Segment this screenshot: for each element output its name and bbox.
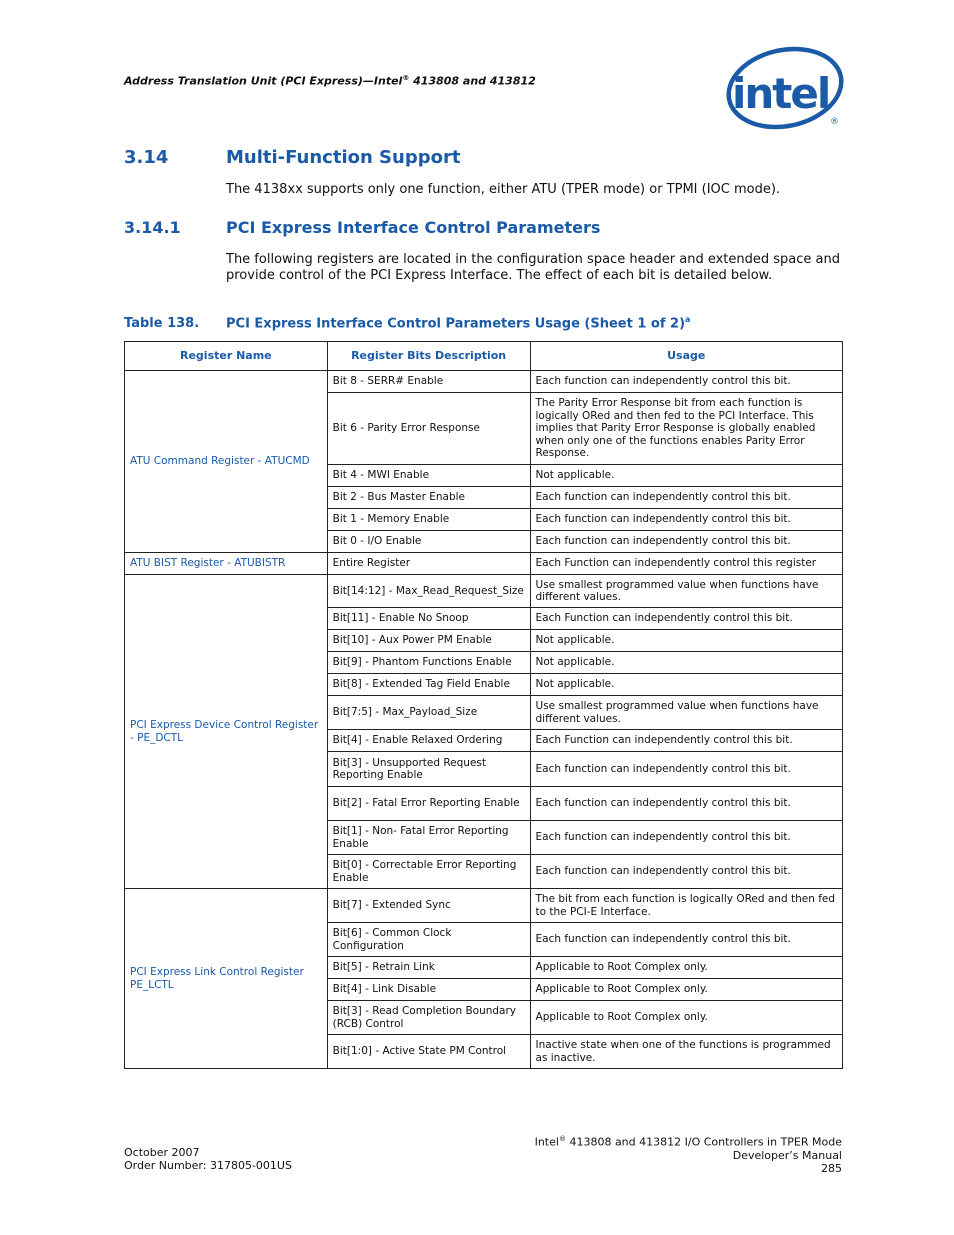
footer-right <box>535 1133 842 1175</box>
parameters-table <box>124 341 843 1069</box>
usage-cell: Inactive state when one of the functions is programmed as inactive. <box>530 1035 842 1069</box>
register-bits-cell: Bit[9] - Phantom Functions Enable <box>327 652 530 674</box>
register-bits-cell: Bit 8 - SERR# Enable <box>327 371 530 393</box>
usage-cell: Each function can independently control this bit. <box>530 752 842 787</box>
register-name-cell: ATU Command Register - ATUCMD <box>125 371 328 553</box>
usage-cell: Each Function can independently control this bit. <box>530 608 842 630</box>
footer-left <box>124 1146 292 1172</box>
register-name-cell: PCI Express Link Control Register PE_LCTL <box>125 889 328 1069</box>
register-bits-cell: Bit[1] - Non- Fatal Error Reporting Enable <box>327 821 530 855</box>
header-register-name: Register Name <box>125 342 328 371</box>
register-bits-cell: Bit[3] - Unsupported Request Reporting Enable <box>327 752 530 787</box>
register-bits-cell: Bit[4] - Enable Relaxed Ordering <box>327 730 530 752</box>
usage-cell: Applicable to Root Complex only. <box>530 979 842 1001</box>
register-bits-cell: Bit 1 - Memory Enable <box>327 509 530 531</box>
running-header: Address Translation Unit (PCI Express)—Intel® 413808 and 413812 <box>124 74 536 88</box>
table-row <box>125 553 843 575</box>
footer-page-number: 285 <box>821 1161 842 1175</box>
register-name-cell: ATU BIST Register - ATUBISTR <box>125 553 328 575</box>
usage-cell: Use smallest programmed value when functions have different values. <box>530 696 842 730</box>
usage-cell: The Parity Error Response bit from each function is logically ORed and then fed to the PCI Interface. This implies that Parity Error Response is globally enabled when only one of the functions enables Parity Error Response. <box>530 393 842 465</box>
usage-cell: Not applicable. <box>530 652 842 674</box>
footer-doc-title: Intel® 413808 and 413812 I/O Controllers in TPER Mode <box>534 1135 842 1149</box>
register-bits-cell: Bit[14:12] - Max_Read_Request_Size <box>327 575 530 608</box>
register-bits-cell: Bit 4 - MWI Enable <box>327 465 530 487</box>
svg-text:®: ® <box>830 117 839 127</box>
usage-cell: The bit from each function is logically ORed and then fed to the PCI-E Interface. <box>530 889 842 923</box>
section-body: The 4138xx supports only one function, either ATU (TPER mode) or TPMI (IOC mode). <box>226 182 781 197</box>
intel-logo <box>724 46 846 130</box>
register-bits-cell: Bit[5] - Retrain Link <box>327 957 530 979</box>
register-bits-cell: Bit[11] - Enable No Snoop <box>327 608 530 630</box>
subsection-heading: 3.14.1 PCI Express Interface Control Parameters <box>124 218 601 237</box>
usage-cell: Each function can independently control this bit. <box>530 509 842 531</box>
register-bits-cell: Bit 2 - Bus Master Enable <box>327 487 530 509</box>
table-caption: Table 138. PCI Express Interface Control Parameters Usage (Sheet 1 of 2)$^a$ <box>124 315 691 332</box>
footer-order-number: Order Number: 317805-001US <box>124 1159 292 1172</box>
usage-cell: Each function can independently control this bit. <box>530 855 842 889</box>
register-bits-cell: Bit[4] - Link Disable <box>327 979 530 1001</box>
header-usage: Usage <box>530 342 842 371</box>
register-bits-cell: Bit 6 - Parity Error Response <box>327 393 530 465</box>
usage-cell: Each Function can independently control this bit. <box>530 730 842 752</box>
table-row <box>125 575 843 608</box>
register-name-cell: PCI Express Device Control Register - PE_DCTL <box>125 575 328 889</box>
usage-cell: Each function can independently control this bit. <box>530 923 842 957</box>
table-row <box>125 889 843 923</box>
usage-cell: Applicable to Root Complex only. <box>530 1001 842 1035</box>
register-bits-cell: Bit[7:5] - Max_Payload_Size <box>327 696 530 730</box>
usage-cell: Each function can independently control this bit. <box>530 821 842 855</box>
register-bits-cell: Bit[1:0] - Active State PM Control <box>327 1035 530 1069</box>
register-bits-cell: Bit[7] - Extended Sync <box>327 889 530 923</box>
register-bits-cell: Bit 0 - I/O Enable <box>327 531 530 553</box>
usage-cell: Each function can independently control this bit. <box>530 531 842 553</box>
usage-cell: Applicable to Root Complex only. <box>530 957 842 979</box>
register-bits-cell: Bit[0] - Correctable Error Reporting Enable <box>327 855 530 889</box>
usage-cell: Not applicable. <box>530 465 842 487</box>
usage-cell: Not applicable. <box>530 674 842 696</box>
usage-cell: Not applicable. <box>530 630 842 652</box>
subsection-body: The following registers are located in the configuration space header and extended space and provide control of the PCI Express Interface. The effect of each bit is detailed below. <box>226 252 841 283</box>
register-bits-cell: Bit[2] - Fatal Error Reporting Enable <box>327 787 530 821</box>
footer-manual: Developer’s Manual <box>732 1148 842 1162</box>
table-header-row <box>125 342 843 371</box>
section-heading: 3.14 Multi-Function Support <box>124 147 461 168</box>
register-bits-cell: Entire Register <box>327 553 530 575</box>
header-register-bits: Register Bits Description <box>327 342 530 371</box>
table-row <box>125 371 843 393</box>
usage-cell: Each function can independently control this bit. <box>530 487 842 509</box>
register-bits-cell: Bit[6] - Common Clock Configuration <box>327 923 530 957</box>
register-bits-cell: Bit[3] - Read Completion Boundary (RCB) Control <box>327 1001 530 1035</box>
footer-date: October 2007 <box>124 1146 200 1159</box>
usage-cell: Each function can independently control this bit. <box>530 787 842 821</box>
usage-cell: Use smallest programmed value when functions have different values. <box>530 575 842 608</box>
register-bits-cell: Bit[10] - Aux Power PM Enable <box>327 630 530 652</box>
svg-text:intel: intel <box>732 69 830 118</box>
register-bits-cell: Bit[8] - Extended Tag Field Enable <box>327 674 530 696</box>
usage-cell: Each Function can independently control this register <box>530 553 842 575</box>
usage-cell: Each function can independently control this bit. <box>530 371 842 393</box>
